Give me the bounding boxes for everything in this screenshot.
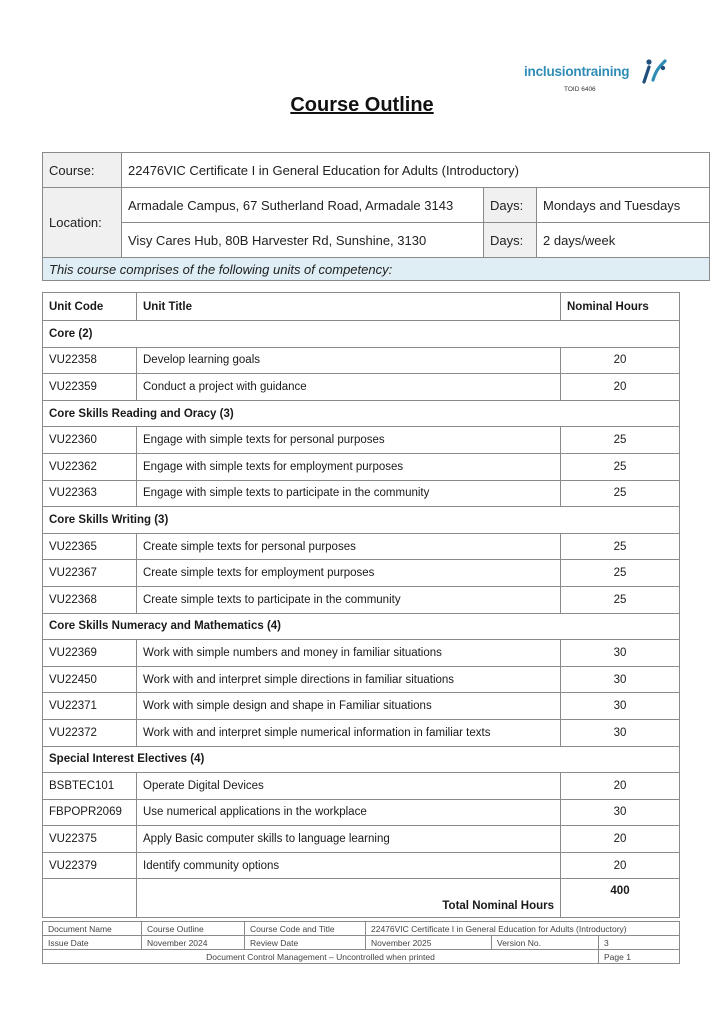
version-label: Version No. <box>492 936 599 950</box>
page-number: Page 1 <box>599 950 680 964</box>
days-label-1: Days: <box>484 188 537 223</box>
header-nominal-hours: Nominal Hours <box>561 293 680 321</box>
total-label: Total Nominal Hours <box>137 879 561 918</box>
table-row <box>43 453 680 480</box>
review-date-value: November 2025 <box>366 936 492 950</box>
course-value: 22476VIC Certificate I in General Education for Adults (Introductory) <box>122 153 710 188</box>
unit-hours: 25 <box>561 560 680 587</box>
unit-hours: 20 <box>561 347 680 374</box>
document-control-note: Document Control Management – Uncontrolled when printed <box>43 950 599 964</box>
unit-title: Operate Digital Devices <box>137 773 561 800</box>
unit-title: Engage with simple texts to participate in the community <box>137 480 561 507</box>
unit-code: VU22363 <box>43 480 137 507</box>
unit-hours: 30 <box>561 693 680 720</box>
doc-name-label: Document Name <box>43 922 142 936</box>
unit-hours: 30 <box>561 666 680 693</box>
table-row <box>43 640 680 667</box>
code-title-value: 22476VIC Certificate I in General Education for Adults (Introductory) <box>366 922 680 936</box>
table-row <box>43 533 680 560</box>
unit-title: Develop learning goals <box>137 347 561 374</box>
company-logo <box>524 60 674 96</box>
unit-code: VU22360 <box>43 427 137 454</box>
unit-code: VU22358 <box>43 347 137 374</box>
unit-hours: 30 <box>561 640 680 667</box>
table-row <box>43 826 680 853</box>
table-row <box>43 773 680 800</box>
units-banner: This course comprises of the following units of competency: <box>43 258 710 281</box>
table-row <box>43 427 680 454</box>
unit-hours: 20 <box>561 826 680 853</box>
unit-code: VU22375 <box>43 826 137 853</box>
unit-code: VU22365 <box>43 533 137 560</box>
unit-hours: 20 <box>561 773 680 800</box>
table-row <box>43 666 680 693</box>
unit-code: VU22368 <box>43 586 137 613</box>
days-label-2: Days: <box>484 223 537 258</box>
table-row <box>43 560 680 587</box>
table-row <box>43 852 680 879</box>
unit-title: Create simple texts to participate in the community <box>137 586 561 613</box>
unit-title: Create simple texts for employment purposes <box>137 560 561 587</box>
unit-hours: 30 <box>561 799 680 826</box>
group-heading: Special Interest Electives (4) <box>43 746 680 773</box>
unit-code: FBPOPR2069 <box>43 799 137 826</box>
logo-toid: TOID 6406 <box>564 86 596 93</box>
unit-code: VU22450 <box>43 666 137 693</box>
unit-hours: 20 <box>561 852 680 879</box>
header-unit-code: Unit Code <box>43 293 137 321</box>
header-unit-title: Unit Title <box>137 293 561 321</box>
unit-title: Identify community options <box>137 852 561 879</box>
unit-title: Conduct a project with guidance <box>137 374 561 401</box>
unit-hours: 25 <box>561 453 680 480</box>
unit-code: VU22371 <box>43 693 137 720</box>
location-2: Visy Cares Hub, 80B Harvester Rd, Sunshine, 3130 <box>122 223 484 258</box>
units-header-row <box>43 293 680 321</box>
unit-title: Engage with simple texts for personal purposes <box>137 427 561 454</box>
unit-code: VU22359 <box>43 374 137 401</box>
unit-title: Work with simple design and shape in Familiar situations <box>137 693 561 720</box>
review-date-label: Review Date <box>245 936 366 950</box>
total-row <box>43 879 680 918</box>
group-heading: Core (2) <box>43 321 680 348</box>
group-heading: Core Skills Writing (3) <box>43 507 680 534</box>
table-row <box>43 480 680 507</box>
unit-title: Apply Basic computer skills to language learning <box>137 826 561 853</box>
unit-hours: 25 <box>561 480 680 507</box>
page-title: Course Outline <box>290 94 434 116</box>
total-value: 400 <box>561 879 680 918</box>
units-table <box>42 292 680 918</box>
total-blank-cell <box>43 879 137 918</box>
days-value-1: Mondays and Tuesdays <box>537 188 710 223</box>
issue-date-value: November 2024 <box>142 936 245 950</box>
unit-code: VU22362 <box>43 453 137 480</box>
unit-code: BSBTEC101 <box>43 773 137 800</box>
group-heading: Core Skills Reading and Oracy (3) <box>43 400 680 427</box>
unit-title: Work with and interpret simple numerical information in familiar texts <box>137 719 561 746</box>
table-row <box>43 374 680 401</box>
code-title-label: Course Code and Title <box>245 922 366 936</box>
days-value-2: 2 days/week <box>537 223 710 258</box>
table-row <box>43 719 680 746</box>
unit-code: VU22369 <box>43 640 137 667</box>
table-row <box>43 586 680 613</box>
issue-date-label: Issue Date <box>43 936 142 950</box>
unit-title: Engage with simple texts for employment purposes <box>137 453 561 480</box>
version-value: 3 <box>599 936 680 950</box>
course-label: Course: <box>43 153 122 188</box>
document-footer <box>42 921 680 964</box>
unit-hours: 25 <box>561 427 680 454</box>
unit-hours: 25 <box>561 586 680 613</box>
unit-title: Create simple texts for personal purposes <box>137 533 561 560</box>
group-heading: Core Skills Numeracy and Mathematics (4) <box>43 613 680 640</box>
unit-hours: 20 <box>561 374 680 401</box>
doc-name-value: Course Outline <box>142 922 245 936</box>
location-label: Location: <box>43 188 122 258</box>
unit-title: Work with and interpret simple directions in familiar situations <box>137 666 561 693</box>
logo-mark-icon <box>640 58 668 84</box>
unit-hours: 25 <box>561 533 680 560</box>
table-row <box>43 693 680 720</box>
table-row <box>43 799 680 826</box>
course-info-table <box>42 152 710 281</box>
location-1: Armadale Campus, 67 Sutherland Road, Armadale 3143 <box>122 188 484 223</box>
unit-code: VU22367 <box>43 560 137 587</box>
unit-hours: 30 <box>561 719 680 746</box>
logo-text: inclusiontraining <box>524 64 630 79</box>
table-row <box>43 347 680 374</box>
unit-code: VU22379 <box>43 852 137 879</box>
unit-title: Use numerical applications in the workplace <box>137 799 561 826</box>
unit-code: VU22372 <box>43 719 137 746</box>
unit-title: Work with simple numbers and money in familiar situations <box>137 640 561 667</box>
